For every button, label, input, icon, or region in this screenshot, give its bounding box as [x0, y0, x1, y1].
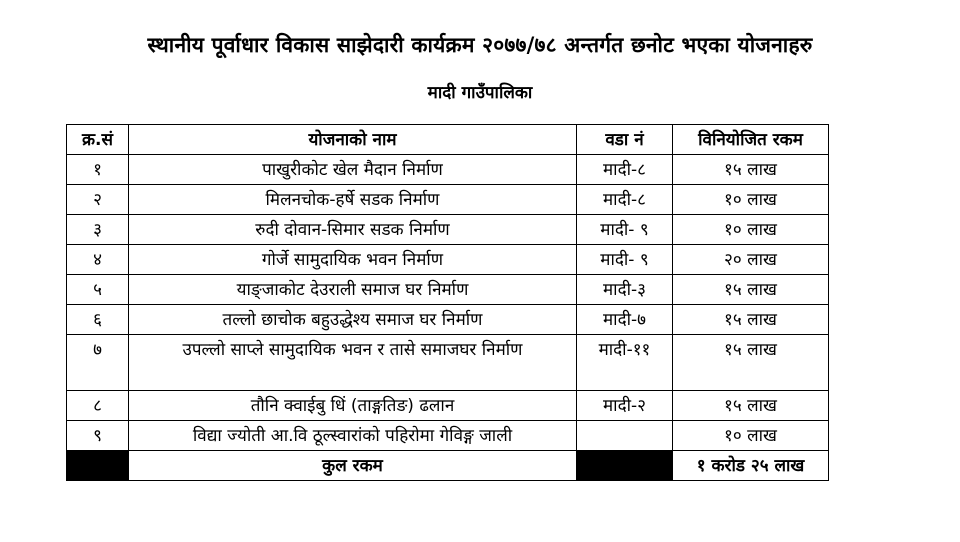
serial-cell: २ — [67, 185, 129, 215]
amount-cell: १५ लाख — [673, 155, 829, 185]
plan-name-cell: तौनि क्वाईबु धिं (ताङ्गतिङ) ढलान — [129, 391, 577, 421]
table-row — [67, 215, 829, 245]
serial-cell: ८ — [67, 391, 129, 421]
table-row — [67, 185, 829, 215]
serial-cell: ६ — [67, 305, 129, 335]
total-filler-cell — [67, 451, 129, 481]
ward-cell: मादी-८ — [577, 155, 673, 185]
amount-cell: १५ लाख — [673, 275, 829, 305]
plan-name-cell: गोर्जे सामुदायिक भवन निर्माण — [129, 245, 577, 275]
amount-cell: २० लाख — [673, 245, 829, 275]
plan-name-cell: याङ्जाकोट देउराली समाज घर निर्माण — [129, 275, 577, 305]
total-row — [67, 451, 829, 481]
table-row — [67, 335, 829, 391]
ward-cell — [577, 421, 673, 451]
ward-cell: मादी- ९ — [577, 245, 673, 275]
serial-cell: १ — [67, 155, 129, 185]
total-label: कुल रकम — [129, 451, 577, 481]
serial-cell: ३ — [67, 215, 129, 245]
amount-cell: १५ लाख — [673, 391, 829, 421]
table-header-row — [67, 125, 829, 155]
ward-cell: मादी-३ — [577, 275, 673, 305]
table-row — [67, 275, 829, 305]
table-row — [67, 245, 829, 275]
plan-name-cell: रुदी दोवान-सिमार सडक निर्माण — [129, 215, 577, 245]
table-row — [67, 391, 829, 421]
serial-cell: ५ — [67, 275, 129, 305]
column-header-plan-name: योजनाको नाम — [129, 125, 577, 155]
ward-cell: मादी-७ — [577, 305, 673, 335]
ward-cell: मादी-११ — [577, 335, 673, 391]
plan-name-cell: पाखुरीकोट खेल मैदान निर्माण — [129, 155, 577, 185]
ward-cell: मादी-८ — [577, 185, 673, 215]
amount-cell: १० लाख — [673, 421, 829, 451]
document-title: स्थानीय पूर्वाधार विकास साझेदारी कार्यक्रम २०७७/७८ अन्तर्गत छनोट भएका योजनाहरु — [147, 33, 813, 57]
plan-name-cell: उपल्लो साप्ले सामुदायिक भवन र तासे समाजघर निर्माण — [129, 335, 577, 391]
column-header-serial: क्र.सं — [67, 125, 129, 155]
plan-name-cell: तल्लो छाचोक बहुउद्धेश्य समाज घर निर्माण — [129, 305, 577, 335]
plans-table — [66, 124, 829, 481]
ward-cell: मादी- ९ — [577, 215, 673, 245]
ward-cell: मादी-२ — [577, 391, 673, 421]
municipality-name: मादी गाउँपालिका — [427, 83, 533, 103]
column-header-ward: वडा नं — [577, 125, 673, 155]
table-row — [67, 421, 829, 451]
total-amount: १ करोड २५ लाख — [673, 451, 829, 481]
total-filler-cell — [577, 451, 673, 481]
table-row — [67, 155, 829, 185]
table-row — [67, 305, 829, 335]
serial-cell: ४ — [67, 245, 129, 275]
serial-cell: ९ — [67, 421, 129, 451]
serial-cell: ७ — [67, 335, 129, 391]
amount-cell: १० लाख — [673, 185, 829, 215]
amount-cell: १५ लाख — [673, 335, 829, 391]
amount-cell: १५ लाख — [673, 305, 829, 335]
plan-name-cell: मिलनचोक-हर्षे सडक निर्माण — [129, 185, 577, 215]
column-header-amount: विनियोजित रकम — [673, 125, 829, 155]
amount-cell: १० लाख — [673, 215, 829, 245]
plan-name-cell: विद्या ज्योती आ.वि ठूल्स्वारांको पहिरोमा गेविङ्ग जाली — [129, 421, 577, 451]
